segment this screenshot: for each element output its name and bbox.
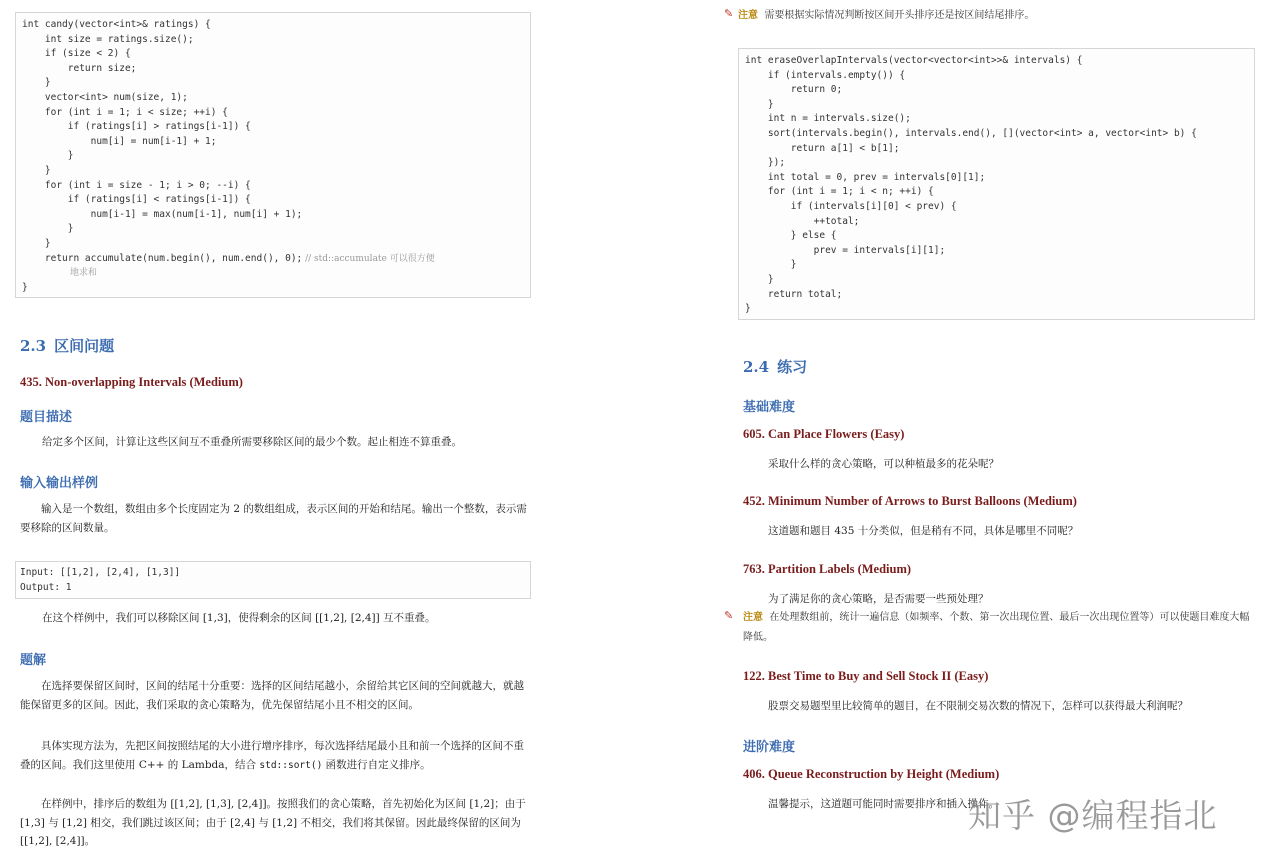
problem-452-text: 这道题和题目 435 十分类似，但是稍有不同，具体是哪里不同呢？ [768,525,1079,537]
erase-code-line: int n = intervals.size(); [745,113,911,125]
note-marker-icon: ✎ [724,609,734,622]
candy-code-line: if (size < 2) { [22,48,131,60]
erase-code-line: return 0; [745,84,843,96]
erase-code-line: } [745,98,774,110]
candy-code-line: if (ratings[i] < ratings[i-1]) { [22,194,251,206]
problem-title-605: 605. Can Place Flowers (Easy) [743,427,905,441]
erase-code-line: } [745,273,774,285]
right-page [722,0,1275,864]
section-number: 2.4 [743,358,770,376]
candy-code-line: int candy(vector<int>& ratings) { [22,19,211,30]
io-example-output: Output: 1 [20,581,72,593]
top-note: 注意 需要根据实际情况判断按区间开头排序还是按区间结尾排序。 [738,10,1035,21]
section-title: 练习 [777,358,808,376]
candy-code-line: return size; [22,62,137,74]
code-comment-continued: 地求和 [70,268,98,279]
candy-code-line: for (int i = size - 1; i > 0; --i) { [22,179,251,191]
solution-paragraph-1: 在选择要保留区间时，区间的结尾十分重要：选择的区间结尾越小，余留给其它区间的空间就越大，就越能保留更多的区间。因此，我们采取的贪心策略为，优先保留结尾小且不相交的区间。 [20,680,524,711]
problem-763-note: 注意 在处理数组前，统计一遍信息（如频率、个数、第一次出现位置、最后一次出现位置等）可以使题目难度大幅降低。 [743,612,1250,643]
code-comment: // std::accumulate 可以很方便 [302,253,435,264]
erase-code-line: return a[1] < b[1]; [745,142,900,154]
section-number: 2.3 [20,337,47,355]
erase-code-line: return total; [745,288,843,300]
candy-code-line: vector<int> num(size, 1); [22,91,188,103]
erase-code-line: int total = 0, prev = intervals[0][1]; [745,171,986,183]
inline-code-std-sort: std::sort() [259,759,323,771]
solution-paragraph-2: 具体实现方法为，先把区间按照结尾的大小进行增序排序，每次选择结尾最小且和前一个选择的区间不重叠的区间。我们这里使用 C++ 的 Lambda，结合 std::sort() 函数进行自定义排序。 [20,740,524,771]
erase-code-line: } [745,303,751,315]
candy-code-line: } [22,281,28,293]
candy-code-line: } [22,223,74,235]
left-page [0,0,540,864]
candy-code-line: num[i-1] = max(num[i-1], num[i] + 1); [22,208,303,220]
erase-intervals-code [745,54,1254,317]
problem-title-122: 122. Best Time to Buy and Sell Stock II (Easy) [743,669,989,683]
candy-code-line: num[i] = num[i-1] + 1; [22,135,217,147]
io-heading: 输入输出样例 [20,476,99,491]
problem-title-406: 406. Queue Reconstruction by Height (Medium) [743,767,1000,781]
io-example-input: Input: [[1,2], [2,4], [1,3]] [20,567,181,578]
candy-code-line: for (int i = 1; i < size; ++i) { [22,106,228,118]
erase-code-line: if (intervals.empty()) { [745,69,906,81]
io-text: 输入是一个数组，数组由多个长度固定为 2 的数组组成，表示区间的开始和结尾。输出一个整数，表示需要移除的区间数量。 [20,503,527,534]
problem-title-452: 452. Minimum Number of Arrows to Burst Balloons (Medium) [743,494,1077,508]
erase-code-line: ++total; [745,215,860,227]
erase-code-line: }); [745,157,786,169]
erase-code-line: } else { [745,230,837,242]
candy-code [22,18,530,295]
erase-code-line: } [745,259,797,271]
candy-code-block [15,12,531,298]
candy-code-line: } [22,150,74,162]
candy-code-line: if (ratings[i] > ratings[i-1]) { [22,121,251,133]
section-title: 区间问题 [54,337,115,355]
problem-406-text: 温馨提示，这道题可能同时需要排序和插入操作。 [768,798,999,810]
note-marker-icon: ✎ [724,7,734,20]
problem-122-text: 股票交易题型里比较简单的题目，在不限制交易次数的情况下，怎样可以获得最大利润呢？ [768,700,1188,712]
basic-heading: 基础难度 [743,400,796,415]
erase-code-line: sort(intervals.begin(), intervals.end(), [](vector<int> a, vector<int> b) { [745,127,1197,139]
erase-intervals-code-block [738,48,1255,320]
candy-code-line: } [22,237,51,249]
erase-code-line: if (intervals[i][0] < prev) { [745,200,957,212]
candy-code-line: return accumulate(num.begin(), num.end(), 0); // std::accumulate 可以很方便 [22,252,435,264]
section-heading-2-3 [20,335,114,356]
erase-code-line: int eraseOverlapIntervals(vector<vector<int>>& intervals) { [745,55,1083,66]
problem-title-435: 435. Non-overlapping Intervals (Medium) [20,375,243,389]
candy-code-line: } [22,164,51,176]
problem-605-text: 采取什么样的贪心策略，可以种植最多的花朵呢？ [768,458,999,470]
problem-763-text: 为了满足你的贪心策略，是否需要一些预处理？ [768,593,989,605]
watermark: 知乎 @编程指北 [968,796,1218,835]
erase-code-line: prev = intervals[i][1]; [745,244,946,256]
solution-heading: 题解 [20,653,47,668]
candy-code-line: int size = ratings.size(); [22,33,194,45]
erase-code-line: for (int i = 1; i < n; ++i) { [745,186,934,198]
advanced-heading: 进阶难度 [743,740,796,755]
desc-text: 给定多个区间，计算让这些区间互不重叠所需要移除区间的最少个数。起止相连不算重叠。 [42,436,462,448]
example-note: 在这个样例中，我们可以移除区间 [1,3]，使得剩余的区间 [[1,2], [2,4]] 互不重叠。 [42,612,436,624]
io-example-block [15,561,531,599]
solution-paragraph-3: 在样例中，排序后的数组为 [[1,2], [1,3], [2,4]]。按照我们的贪心策略，首先初始化为区间 [1,2]；由于 [1,3] 与 [1,2] 相交，我们跳过该区间；由于 [2,4] 与 [1,2] 不相交，我们将其保留。因此最终保留的区间为 [[1,2], [2,4]]。 [20,798,526,847]
section-heading-2-4 [743,356,807,377]
candy-code-line: } [22,77,51,89]
problem-title-763: 763. Partition Labels (Medium) [743,562,912,576]
desc-heading: 题目描述 [20,410,73,425]
